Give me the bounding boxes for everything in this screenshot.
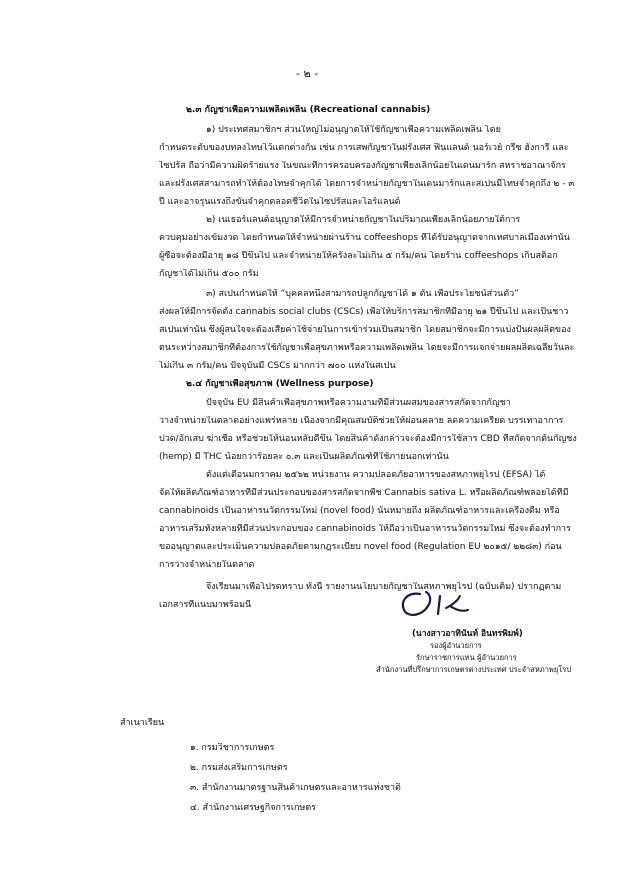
section-2-3-para3-line: ๓) สเปนกำหนดให้ “บุคคลหนึ่งสามารถปลูกกัญชาได้ ๑ ต้น เพื่อประโยชน์ส่วนตัว” <box>206 289 519 299</box>
section-2-4-para1-line: ปัจจุบัน EU มีสินค้าเพื่อสุขภาพหรือความงามที่มีส่วนผสมของสารสกัดจากกัญชา <box>206 398 511 408</box>
section-2-3-para2-line: ผู้ซื้อจะต้องมีอายุ ๑๘ ปีขึ้นไป และจำหน่ายให้ครั้งละไม่เกิน ๕ กรัม/คน โดยร้าน coffeeshops เก็บสต็อก <box>159 251 558 261</box>
section-2-3-para3-line: ไม่เกิน ๓ กรัม/คน ปัจจุบันมี CSCs มากกว่า ๗๐๐ แห่งในสเปน <box>159 361 396 371</box>
closing-line: จึงเรียนมาเพื่อโปรดทราบ ทั้งนี้ รายงานนโยบายกัญชาในสหภาพยุโรป (ฉบับเต็ม) ปรากฏตาม <box>206 582 562 592</box>
page-number: - ๒ - <box>296 67 319 80</box>
section-2-4-heading: ๒.๔ กัญชาเพื่อสุขภาพ (Wellness purpose) <box>186 379 374 389</box>
section-2-4-para2-line: อาหารเสริมทั้งหลายที่มีส่วนประกอบของ cannabinoids ให้ถือว่าเป็นอาหารนวัตกรรมใหม่ ซึ่งจะต้องทำการ <box>159 524 571 534</box>
section-2-3-para3-line: ตนระหว่างสมาชิกที่ต้องการใช้กัญชาเพื่อสุขภาพหรือความเพลิดเพลิน โดยจะมีการแจกจ่ายผลผลิตเฉลี่ยวันละ <box>159 343 575 353</box>
section-2-3-para3-line: สเปนเท่านั้น ซึ่งผู้สนใจจะต้องเสียค่าใช้จ่ายในการเข้าร่วมเป็นสมาชิก โดยสมาชิกจะมีการแบ่งปันผลผลิตของ <box>159 325 571 335</box>
section-2-3-para3-line: ส่งผลให้มีการจัดตั้ง cannabis social clubs (CSCs) เพื่อให้บริการสมาชิกที่มีอายุ ๒๑ ปีขึ้นไป และเป็นชาว <box>159 307 569 317</box>
signatory-office: สำนักงานที่ปรึกษาการเกษตรต่างประเทศ ประจำสหภาพยุโรป <box>376 665 572 674</box>
cc-item: ๓. สำนักงานมาตรฐานสินค้าเกษตรและอาหารแห่งชาติ <box>190 783 401 793</box>
section-2-3-para1-line: ๑) ประเทศสมาชิกฯ ส่วนใหญ่ไม่อนุญาตให้ใช้กัญชาเพื่อความเพลิดเพลิน โดย <box>206 125 501 135</box>
section-2-4-para2-line: ขออนุญาตและประเมินความปลอดภัยตามกฎระเบียบ novel food (Regulation EU ๒๐๑๕/ ๒๒๘๓) ก่อน <box>159 542 562 552</box>
section-2-3-para1-line: ไซปรัส ถือว่ามีความผิดร้ายแรง ในขณะที่การครอบครองกัญชาเพียงเล็กน้อยในเดนมาร์ก สหราชอาณาจักร <box>159 161 566 171</box>
closing-line: เอกสารที่แนบมาพร้อมนี้ <box>159 600 252 610</box>
section-2-3-para2-line: ควบคุมอย่างเข้มงวด โดยกำหนดให้จำหน่ายผ่านร้าน coffeeshops ที่ได้รับอนุญาตจากเทศบาลเมืองเท่านั้น <box>159 233 570 243</box>
section-2-3-heading: ๒.๓ กัญชาเพื่อความเพลิดเพลิน (Recreational cannabis) <box>186 105 431 115</box>
section-2-3-para1-line: กำหนดระดับของบทลงโทษไว้แตกต่างกัน เช่น การเสพกัญชาในฝรั่งเศส ฟินแลนด์ นอร์เวย์ กรีซ ฮังการี และ <box>159 143 569 153</box>
section-2-4-para2-line: การวางจำหน่ายในตลาด <box>159 560 255 570</box>
cc-heading: สำเนาเรียน <box>120 718 165 728</box>
section-2-3-para2-line: ๒) เนเธอร์แลนด์อนุญาตให้มีการจำหน่ายกัญชาในปริมาณเพียงเล็กน้อยภายใต้การ <box>206 215 521 225</box>
signatory-title: รักษาราชการแทน ผู้อำนวยการ <box>416 653 517 662</box>
cc-item: ๔. สำนักงานเศรษฐกิจการเกษตร <box>190 803 316 813</box>
section-2-4-para1-line: ปวด/อักเสบ ฆ่าเชื้อ หรือช่วยให้นอนหลับดีขึ้น โดยสินค้าดังกล่าวจะต้องมีการใช้สาร CBD ที่สกัดจากต้นกัญชง <box>159 434 577 444</box>
section-2-4-para2-line: ตั้งแต่เดือนมกราคม ๒๕๖๒ หน่วยงาน ความปลอดภัยอาหารของสหภาพยุโรป (EFSA) ได้ <box>206 470 546 480</box>
section-2-3-para1-line: ปี และอาจรุนแรงถึงขั้นจำคุกตลอดชีวิตในไซปรัสและไอร์แลนด์ <box>159 197 401 207</box>
cc-item: ๑. กรมวิชาการเกษตร <box>190 743 275 753</box>
handwritten-signature <box>392 584 512 624</box>
section-2-4-para2-line: จัดให้ผลิตภัณฑ์อาหารที่มีส่วนประกอบของสารสกัดจากพืช Cannabis sativa L. หรือผลิตภัณฑ์พลอยได้ที่มี <box>159 488 569 498</box>
signatory-name: (นางสาวอาทินันท์ อินทรพิมพ์) <box>412 629 523 639</box>
signatory-title: รองผู้อำนวยการ <box>430 641 482 650</box>
section-2-4-para2-line: cannabinoids เป็นอาหารนวัตกรรมใหม่ (novel food) นั่นหมายถึง ผลิตภัณฑ์อาหารและเครื่องดื่ม หรือ <box>159 506 560 516</box>
section-2-4-para1-line: (hemp) มี THC น้อยกว่าร้อยละ ๐.๓ และเป็นผลิตภัณฑ์ที่ใช้ภายนอกเท่านั้น <box>159 452 449 462</box>
section-2-4-para1-line: วางจำหน่ายในตลาดอย่างแพร่หลาย เนื่องจากมีคุณสมบัติช่วยให้ผ่อนคลาย ลดความเครียด บรรเทาอาการ <box>159 416 564 426</box>
section-2-3-para2-line: กัญชาได้ไม่เกิน ๕๐๐ กรัม <box>159 269 259 279</box>
section-2-3-para1-line: และฝรั่งเศสสามารถทำให้ต้องโทษจำคุกได้ โดยการจำหน่ายกัญชาในเดนมาร์กและสเปนมีโทษจำคุกถึง ๒ - ๓ <box>159 179 575 189</box>
cc-item: ๒. กรมส่งเสริมการเกษตร <box>190 763 288 773</box>
